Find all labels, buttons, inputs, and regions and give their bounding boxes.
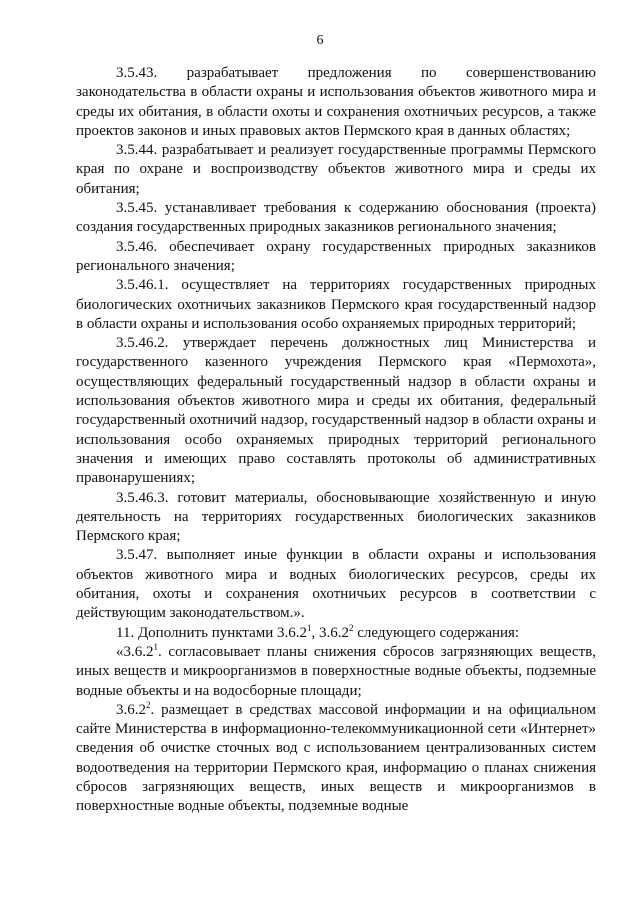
paragraph-3-5-46: 3.5.46. обеспечивает охрану государственных природных заказников регионального значения; <box>76 238 596 274</box>
paragraph-3-5-47: 3.5.47. выполняет иные функции в области охраны и использования объектов животного мира и водных биологических ресурсов, среды их обитания, охоты и сохранения охотничьих ресурсов в соответствии с действующим законодательством.». <box>76 547 596 622</box>
paragraph-3-5-44: 3.5.44. разрабатывает и реализует государственные программы Пермского края по охране и воспроизводству объектов животного мира и среды их обитания; <box>76 142 596 197</box>
page-number: 6 <box>316 33 324 48</box>
paragraph-3-5-46-1: 3.5.46.1. осуществляет на территориях государственных природных биологических охотничьих заказников Пермского края государственный надзор в области охраны и использования особо охраняемых природных территорий; <box>76 277 596 332</box>
document-body <box>76 64 596 817</box>
paragraph-3-5-46-3: 3.5.46.3. готовит материалы, обосновывающие хозяйственную и иную деятельность на территориях государственных биологических заказников Пермского края; <box>76 489 596 545</box>
paragraph-3-6-2-2: 3.6.2$^2$. размещает в средствах массовой информации и на официальном сайте Министерства в информационно-телекоммуникационной сети «Интернет» сведения об очистке сточных вод с использованием централизованных систем водоотведения на территории Пермского края, информацию о планах снижения сбросов загрязняющих веществ, иных веществ и микроорганизмов в поверхностные водные объекты, подземные водные <box>76 699 596 815</box>
paragraph-3-5-43: 3.5.43. разрабатывает предложения по совершенствованию законодательства в области охраны и использования объектов животного мира и среды их обитания, в области охоты и сохранения охотничьих ресурсов, а также проектов законов и иных правовых актов Пермского края в данных областях; <box>76 65 596 139</box>
paragraph-3-6-2-1: «3.6.2$^1$. согласовывает планы снижения сбросов загрязняющих веществ, иных веществ и микроорганизмов в поверхностные водные объекты, подземные водные объекты и на водосборные площади; <box>76 641 596 699</box>
paragraph-3-5-46-2: 3.5.46.2. утверждает перечень должностных лиц Министерства и государственного казенного учреждения Пермского края «Пермохота», осуществляющих федеральный государственный надзор в области охраны и использования объектов животного мира и среды их обитания, федеральный государственный охотничий надзор, государственный надзор в области охраны и использования особо охраняемых природных территорий регионального значения и имеющих право составлять протоколы об административных правонарушениях; <box>76 335 596 487</box>
paragraph-item-11: 11. Дополнить пунктами 3.6.2$^1$, 3.6.2$^2$ следующего содержания: <box>116 622 520 641</box>
paragraph-3-5-45: 3.5.45. устанавливает требования к содержанию обоснования (проекта) создания государственных природных заказников регионального значения; <box>76 200 596 236</box>
